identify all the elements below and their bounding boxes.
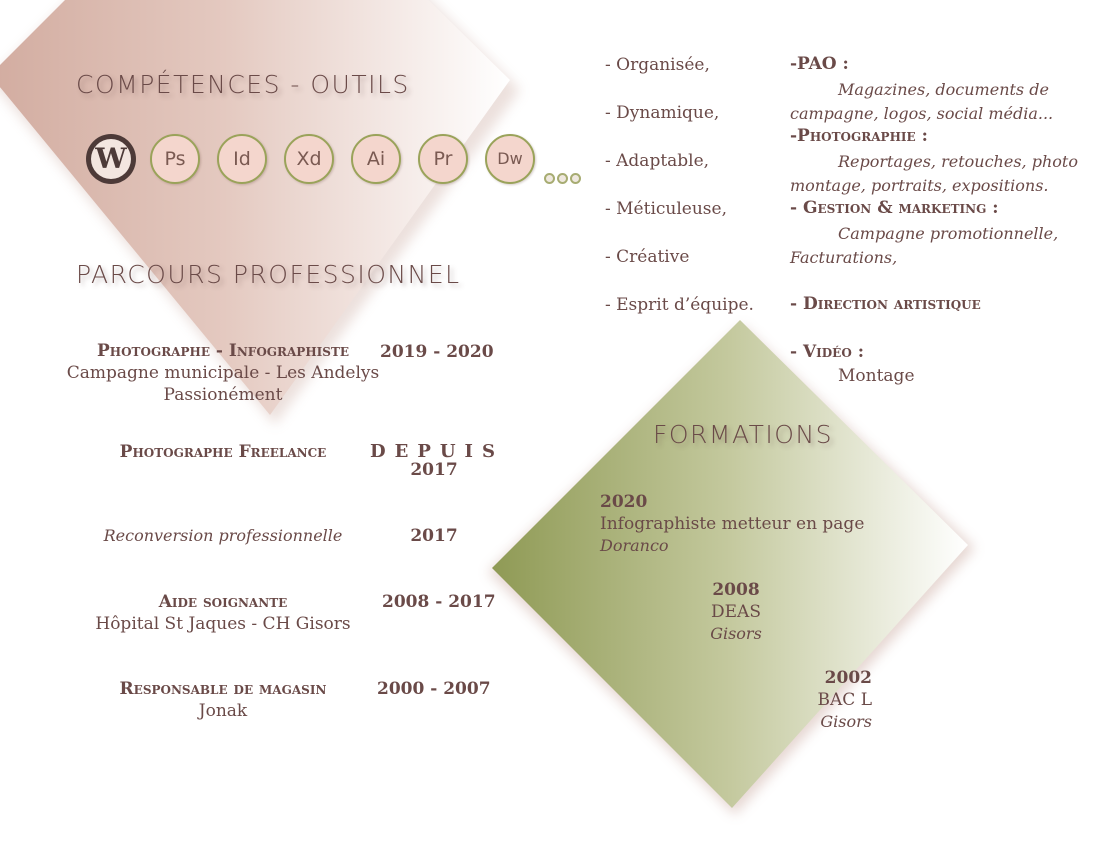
career-item-4 (62, 592, 384, 634)
quality-item: - Créative (605, 247, 690, 267)
education-title: Infographiste metteur en page (600, 514, 865, 534)
education-item-1 (600, 492, 864, 555)
premiere-icon: Pr (418, 134, 468, 184)
career-detail: Jonak (198, 701, 248, 721)
ability-desc: montage, portraits, expositions. (790, 176, 1049, 195)
tool-icons (86, 134, 583, 184)
career-years: 2008 - 2017 (382, 592, 496, 612)
career-detail: Hôpital St Jaques - CH Gisors (95, 614, 351, 634)
education-year: 2008 (712, 580, 760, 600)
ability-title-gestion: - Gestion & marketing : (790, 198, 999, 218)
ability-title-direction: - Direction artistique (790, 294, 981, 314)
ability-title-photo: -Photographie : (790, 126, 928, 146)
wordpress-icon: W (86, 134, 136, 184)
quality-item: - Esprit d’équipe. (605, 295, 754, 315)
career-detail: Campagne municipale - Les Andelys (66, 363, 380, 383)
photoshop-icon: Ps (150, 134, 200, 184)
quality-item: - Organisée, (605, 55, 710, 75)
quality-item: - Dynamique, (605, 103, 720, 123)
more-ellipsis-icon (544, 134, 583, 184)
education-heading: FORMATIONS (653, 420, 834, 449)
career-item-5 (62, 679, 384, 721)
xd-icon: Xd (284, 134, 334, 184)
education-school: Gisors (710, 624, 762, 643)
quality-item: - Adaptable, (605, 151, 710, 171)
ability-desc: Reportages, retouches, photo (838, 152, 1078, 171)
education-title: DEAS (711, 602, 761, 622)
education-item-2 (680, 580, 792, 643)
ability-desc: Montage (838, 366, 915, 386)
ability-desc: Magazines, documents de (838, 80, 1049, 99)
quality-item: - Méticuleuse, (605, 199, 727, 219)
education-title: BAC L (817, 690, 872, 710)
education-item-3 (818, 668, 872, 731)
career-heading: PARCOURS PROFESSIONNEL (76, 260, 461, 289)
career-title: Reconversion professionnelle (103, 526, 343, 545)
illustrator-icon: Ai (351, 134, 401, 184)
education-year: 2002 (824, 668, 872, 688)
career-detail: Passionément (163, 385, 283, 405)
ability-desc: campagne, logos, social média... (790, 104, 1054, 123)
ability-desc: Campagne promotionnelle, (838, 224, 1059, 243)
career-title: Photographe Freelance (119, 442, 327, 462)
ability-desc: Facturations, (790, 248, 898, 267)
skills-heading: COMPÉTENCES - OUTILS (76, 70, 410, 99)
career-years: 2000 - 2007 (377, 679, 491, 699)
ability-title-video: - Vidéo : (790, 342, 864, 362)
career-item-1 (62, 341, 384, 405)
indesign-icon: Id (217, 134, 267, 184)
career-years: DEPUIS 2017 (370, 441, 504, 480)
ability-title-pao: -PAO : (790, 54, 849, 74)
olive-diamond (492, 320, 968, 808)
dreamweaver-icon: Dw (485, 134, 535, 184)
career-title: Photographe - Infographiste (96, 341, 350, 361)
career-years: 2019 - 2020 (380, 342, 494, 362)
career-title: Responsable de magasin (119, 679, 327, 699)
career-years: 2017 (410, 526, 458, 546)
career-title: Aide soignante (158, 592, 288, 612)
education-school: Gisors (820, 712, 872, 731)
education-school: Doranco (600, 536, 669, 555)
education-year: 2020 (600, 492, 648, 512)
